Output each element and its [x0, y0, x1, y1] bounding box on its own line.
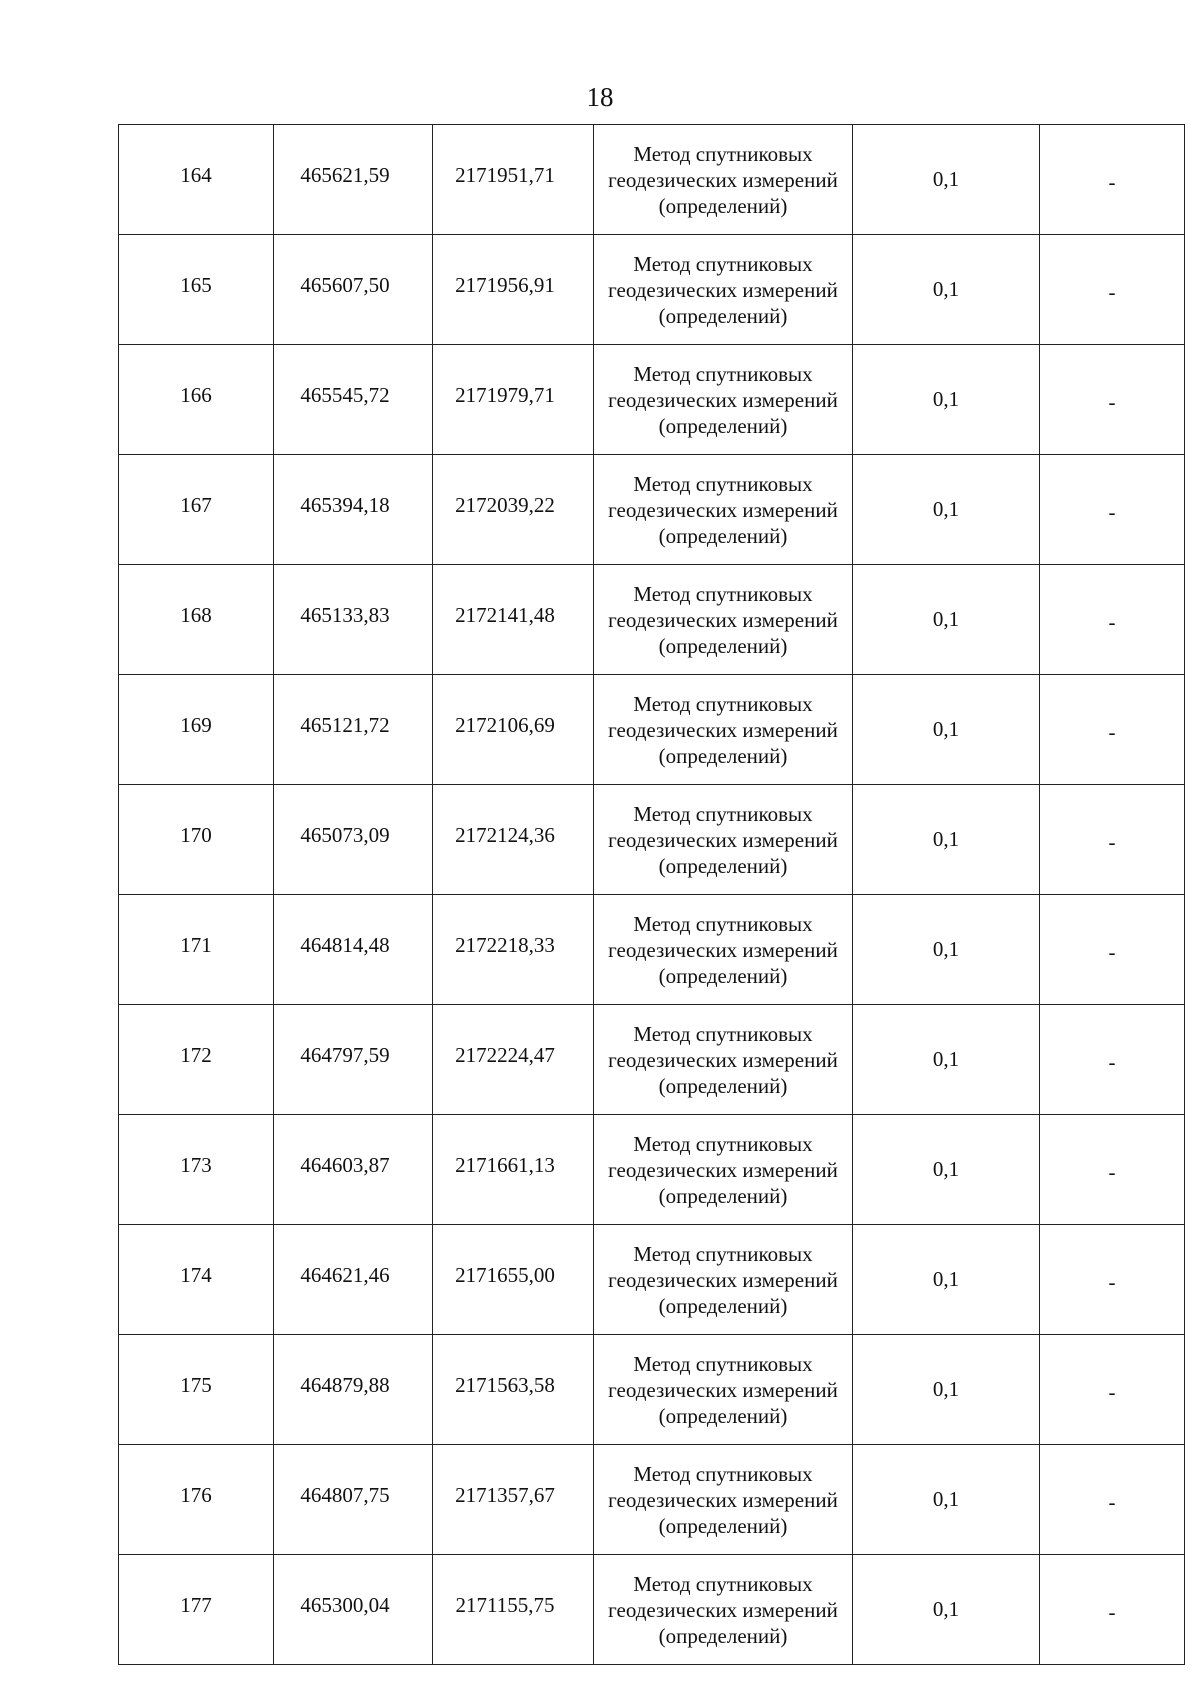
- table-row: [119, 125, 1185, 235]
- description-cell: -: [1040, 1005, 1185, 1115]
- accuracy-cell: 0,1: [853, 1445, 1040, 1555]
- method-text-line: геодезических измерений: [608, 1377, 838, 1402]
- point-number-cell: 172: [119, 1005, 274, 1115]
- method-text-line: геодезических измерений: [608, 937, 838, 962]
- point-number-cell: 176: [119, 1445, 274, 1555]
- method-cell: [594, 1445, 853, 1555]
- table-row: [119, 1115, 1185, 1225]
- accuracy-cell: 0,1: [853, 125, 1040, 235]
- accuracy-cell: 0,1: [853, 1005, 1040, 1115]
- y-coordinate-cell: 2172106,69: [433, 675, 594, 785]
- accuracy-cell: 0,1: [853, 895, 1040, 1005]
- y-coordinate-cell: 2171951,71: [433, 125, 594, 235]
- y-coordinate-cell: 2172141,48: [433, 565, 594, 675]
- x-coordinate-cell: 464807,75: [274, 1445, 433, 1555]
- method-text-line: Метод спутниковых: [633, 1131, 813, 1156]
- page-number: 18: [586, 82, 614, 112]
- x-coordinate-cell: 464879,88: [274, 1335, 433, 1445]
- description-cell: -: [1040, 1445, 1185, 1555]
- description-cell: -: [1040, 785, 1185, 895]
- method-text-line: Метод спутниковых: [633, 1571, 813, 1596]
- method-text-line: геодезических измерений: [608, 1597, 838, 1622]
- method-text-line: (определений): [658, 633, 788, 658]
- x-coordinate-cell: 464814,48: [274, 895, 433, 1005]
- method-cell: [594, 1115, 853, 1225]
- table-row: [119, 345, 1185, 455]
- description-cell: -: [1040, 565, 1185, 675]
- description-cell: -: [1040, 1115, 1185, 1225]
- table-row: [119, 1005, 1185, 1115]
- x-coordinate-cell: 464603,87: [274, 1115, 433, 1225]
- y-coordinate-cell: 2172218,33: [433, 895, 594, 1005]
- method-text-line: (определений): [658, 743, 788, 768]
- method-text-line: (определений): [658, 853, 788, 878]
- method-cell: [594, 1335, 853, 1445]
- y-coordinate-cell: 2171155,75: [433, 1555, 594, 1665]
- method-text-line: Метод спутниковых: [633, 581, 813, 606]
- point-number-cell: 168: [119, 565, 274, 675]
- y-coordinate-cell: 2171655,00: [433, 1225, 594, 1335]
- method-text-line: (определений): [658, 1403, 788, 1428]
- method-text-line: Метод спутниковых: [633, 911, 813, 936]
- table-row: [119, 565, 1185, 675]
- x-coordinate-cell: 464621,46: [274, 1225, 433, 1335]
- y-coordinate-cell: 2172124,36: [433, 785, 594, 895]
- point-number-cell: 174: [119, 1225, 274, 1335]
- method-text-line: (определений): [658, 1183, 788, 1208]
- description-cell: -: [1040, 125, 1185, 235]
- method-text-line: Метод спутниковых: [633, 471, 813, 496]
- method-cell: [594, 235, 853, 345]
- method-text-line: геодезических измерений: [608, 277, 838, 302]
- method-text-line: Метод спутниковых: [633, 361, 813, 386]
- x-coordinate-cell: 465621,59: [274, 125, 433, 235]
- accuracy-cell: 0,1: [853, 1115, 1040, 1225]
- point-number-cell: 166: [119, 345, 274, 455]
- method-text-line: геодезических измерений: [608, 1157, 838, 1182]
- table-row: [119, 1445, 1185, 1555]
- method-text-line: Метод спутниковых: [633, 141, 813, 166]
- x-coordinate-cell: 465545,72: [274, 345, 433, 455]
- description-cell: -: [1040, 345, 1185, 455]
- point-number-cell: 171: [119, 895, 274, 1005]
- point-number-cell: 167: [119, 455, 274, 565]
- table-row: [119, 1335, 1185, 1445]
- method-cell: [594, 1555, 853, 1665]
- x-coordinate-cell: 465607,50: [274, 235, 433, 345]
- accuracy-cell: 0,1: [853, 455, 1040, 565]
- method-text-line: (определений): [658, 413, 788, 438]
- method-cell: [594, 1005, 853, 1115]
- accuracy-cell: 0,1: [853, 235, 1040, 345]
- table-row: [119, 785, 1185, 895]
- x-coordinate-cell: 465300,04: [274, 1555, 433, 1665]
- method-text-line: (определений): [658, 1623, 788, 1648]
- table-row: [119, 1225, 1185, 1335]
- y-coordinate-cell: 2171661,13: [433, 1115, 594, 1225]
- method-cell: [594, 895, 853, 1005]
- method-text-line: геодезических измерений: [608, 827, 838, 852]
- method-text-line: геодезических измерений: [608, 607, 838, 632]
- point-number-cell: 173: [119, 1115, 274, 1225]
- method-cell: [594, 675, 853, 785]
- method-cell: [594, 785, 853, 895]
- point-number-cell: 170: [119, 785, 274, 895]
- x-coordinate-cell: 465133,83: [274, 565, 433, 675]
- method-text-line: геодезических измерений: [608, 167, 838, 192]
- description-cell: -: [1040, 1555, 1185, 1665]
- x-coordinate-cell: 464797,59: [274, 1005, 433, 1115]
- method-text-line: геодезических измерений: [608, 387, 838, 412]
- description-cell: -: [1040, 235, 1185, 345]
- method-text-line: (определений): [658, 1293, 788, 1318]
- method-text-line: Метод спутниковых: [633, 801, 813, 826]
- method-text-line: геодезических измерений: [608, 717, 838, 742]
- method-cell: [594, 565, 853, 675]
- accuracy-cell: 0,1: [853, 785, 1040, 895]
- x-coordinate-cell: 465121,72: [274, 675, 433, 785]
- description-cell: -: [1040, 675, 1185, 785]
- method-text-line: Метод спутниковых: [633, 1241, 813, 1266]
- method-text-line: Метод спутниковых: [633, 1351, 813, 1376]
- y-coordinate-cell: 2171357,67: [433, 1445, 594, 1555]
- method-cell: [594, 1225, 853, 1335]
- method-text-line: Метод спутниковых: [633, 691, 813, 716]
- description-cell: -: [1040, 455, 1185, 565]
- description-cell: -: [1040, 1335, 1185, 1445]
- y-coordinate-cell: 2171979,71: [433, 345, 594, 455]
- method-text-line: (определений): [658, 523, 788, 548]
- method-text-line: (определений): [658, 1513, 788, 1538]
- table-row: [119, 675, 1185, 785]
- x-coordinate-cell: 465073,09: [274, 785, 433, 895]
- accuracy-cell: 0,1: [853, 1225, 1040, 1335]
- method-cell: [594, 125, 853, 235]
- point-number-cell: 175: [119, 1335, 274, 1445]
- description-cell: -: [1040, 895, 1185, 1005]
- point-number-cell: 177: [119, 1555, 274, 1665]
- accuracy-cell: 0,1: [853, 1555, 1040, 1665]
- accuracy-cell: 0,1: [853, 675, 1040, 785]
- method-text-line: Метод спутниковых: [633, 1021, 813, 1046]
- table-row: [119, 235, 1185, 345]
- coordinates-table-body: [119, 125, 1185, 1665]
- point-number-cell: 164: [119, 125, 274, 235]
- accuracy-cell: 0,1: [853, 1335, 1040, 1445]
- method-text-line: геодезических измерений: [608, 1487, 838, 1512]
- method-text-line: Метод спутниковых: [633, 1461, 813, 1486]
- accuracy-cell: 0,1: [853, 345, 1040, 455]
- coordinates-table: [118, 124, 1185, 1665]
- y-coordinate-cell: 2172224,47: [433, 1005, 594, 1115]
- table-row: [119, 895, 1185, 1005]
- x-coordinate-cell: 465394,18: [274, 455, 433, 565]
- y-coordinate-cell: 2171956,91: [433, 235, 594, 345]
- method-text-line: (определений): [658, 963, 788, 988]
- method-text-line: (определений): [658, 193, 788, 218]
- description-cell: -: [1040, 1225, 1185, 1335]
- point-number-cell: 169: [119, 675, 274, 785]
- table-row: [119, 1555, 1185, 1665]
- table-row: [119, 455, 1185, 565]
- accuracy-cell: 0,1: [853, 565, 1040, 675]
- method-text-line: Метод спутниковых: [633, 251, 813, 276]
- method-cell: [594, 345, 853, 455]
- method-text-line: геодезических измерений: [608, 1267, 838, 1292]
- method-text-line: геодезических измерений: [608, 1047, 838, 1072]
- method-text-line: (определений): [658, 1073, 788, 1098]
- method-text-line: геодезических измерений: [608, 497, 838, 522]
- y-coordinate-cell: 2171563,58: [433, 1335, 594, 1445]
- point-number-cell: 165: [119, 235, 274, 345]
- method-text-line: (определений): [658, 303, 788, 328]
- y-coordinate-cell: 2172039,22: [433, 455, 594, 565]
- method-cell: [594, 455, 853, 565]
